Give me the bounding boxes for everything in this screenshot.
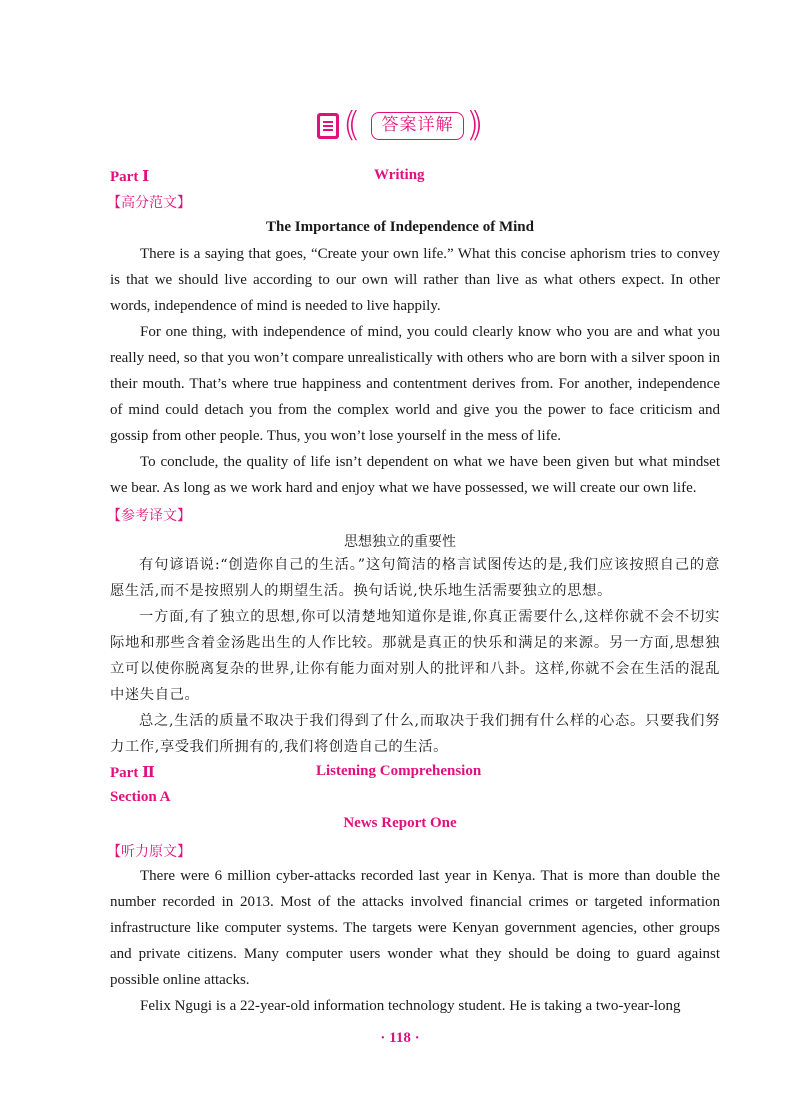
- essay-paragraph: To conclude, the quality of life isn’t dependent on what we have been given but what mindset we bear. As long as we work hard and enjoy what we have possessed, we will create our own life.: [110, 454, 720, 496]
- section-label: Section A: [110, 789, 171, 805]
- essay-paragraph: For one thing, with independence of mind, you could clearly know who you are and what you really need, so that you won’t compare unrealistically with others who are born with a silver spoon in their mouth. That’s where true happiness and contentment derives from. For another, independence of mind could detach you from the complex world and give you the power to face criticism and gossip from other people. Thus, you won’t lose yourself in the mess of life.: [110, 324, 720, 444]
- transcript-paragraph: There were 6 million cyber-attacks recorded last year in Kenya. That is more than double the number recorded in 2013. Most of the attacks involved financial crimes or targeted information infrastructure like computer systems. The targets were Kenyan government agencies, other groups and private citizens. Many computer users wonder what they should be doing to guard against possible online attacks.: [110, 868, 720, 988]
- essay-paragraph: There is a saying that goes, “Create your own life.” What this concise aphorism tries to convey is that we should live according to our own will rather than live as what others expect. In other words, independence of mind is needed to live happily.: [110, 246, 720, 314]
- part2-title: Listening Comprehension: [316, 763, 482, 779]
- part1-label: Part Ⅰ: [110, 169, 150, 185]
- transcript-paragraph: Felix Ngugi is a 22-year-old information technology student. He is taking a two-year-long: [140, 998, 681, 1014]
- document-icon: [315, 112, 343, 140]
- translation-tag: 【参考译文】: [107, 508, 191, 524]
- answer-banner: [0, 105, 800, 148]
- part2-label: Part Ⅱ: [110, 765, 155, 781]
- translation-paragraph: 有句谚语说:“创造你自己的生活。”这句简洁的格言试图传达的是,我们应该按照自己的意愿生活,而不是按照别人的期望生活。换句话说,快乐地生活需要独立的思想。: [110, 557, 720, 599]
- essay-title: The Importance of Independence of Mind: [266, 219, 534, 235]
- sample-essay-tag: 【高分范文】: [107, 195, 191, 211]
- translation-title: 思想独立的重要性: [344, 534, 456, 550]
- translation-paragraph: 一方面,有了独立的思想,你可以清楚地知道你是谁,你真正需要什么,这样你就不会不切实际地和那些含着金汤匙出生的人作比较。那就是真正的快乐和满足的来源。另一方面,思想独立可以使你脱离复杂的世界,让你有能力面对别人的批评和八卦。这样,你就不会在生活的混乱中迷失自己。: [110, 609, 720, 703]
- bracket-left-decoration: ((: [343, 105, 352, 145]
- translation-paragraph: 总之,生活的质量不取决于我们得到了什么,而取决于我们拥有什么样的心态。只要我们努力工作,享受我们所拥有的,我们将创造自己的生活。: [110, 713, 720, 755]
- banner-title: 答案详解: [371, 112, 464, 140]
- page-number: · 118 ·: [380, 1030, 420, 1046]
- bracket-right-decoration: )): [466, 105, 475, 145]
- part1-title: Writing: [374, 167, 425, 183]
- news-report-title: News Report One: [343, 815, 457, 831]
- transcript-tag: 【听力原文】: [107, 844, 191, 860]
